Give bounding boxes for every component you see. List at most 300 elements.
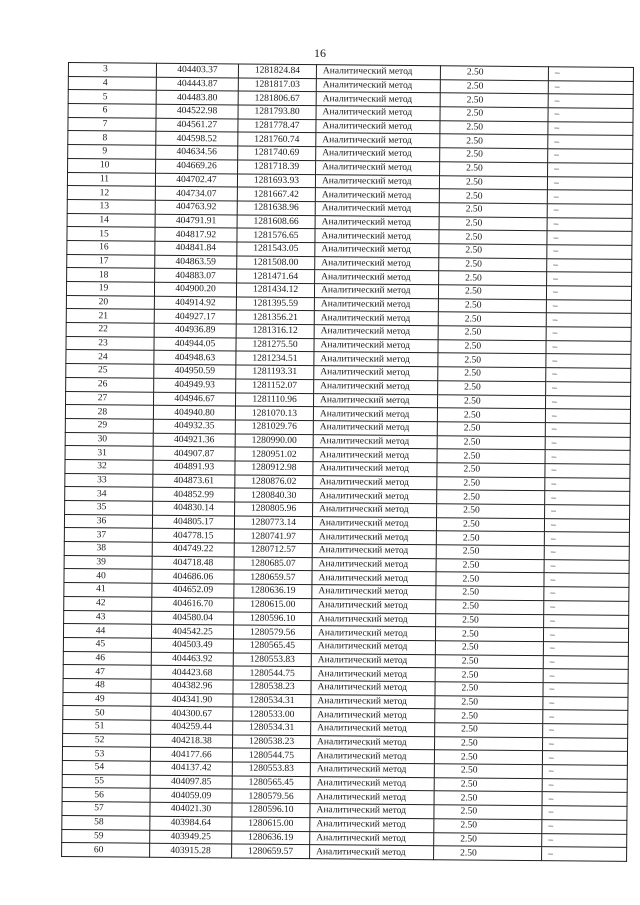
cell-point-number: 33 (65, 473, 153, 487)
cell-accuracy: 2.50 (436, 545, 544, 560)
cell-extra: – (543, 655, 628, 669)
cell-method: Аналитический метод (316, 133, 440, 148)
cell-point-number: 51 (63, 719, 151, 733)
cell-extra: – (544, 532, 629, 546)
cell-method: Аналитический метод (312, 598, 436, 613)
cell-extra: – (546, 313, 631, 327)
cell-extra: – (548, 94, 633, 108)
cell-y-coordinate: 1281817.03 (238, 78, 316, 92)
cell-x-coordinate: 404300.67 (151, 707, 233, 721)
cell-accuracy: 2.50 (438, 326, 546, 341)
cell-point-number: 42 (64, 596, 152, 610)
cell-method: Аналитический метод (312, 516, 436, 531)
cell-accuracy: 2.50 (434, 805, 542, 820)
cell-y-coordinate: 1281543.05 (237, 242, 315, 256)
cell-point-number: 12 (67, 186, 155, 200)
cell-x-coordinate: 404949.93 (154, 378, 236, 392)
cell-extra: – (546, 340, 631, 354)
cell-extra: – (542, 751, 627, 765)
cell-extra: – (547, 204, 632, 218)
cell-point-number: 19 (66, 281, 154, 295)
cell-extra: – (543, 683, 628, 697)
cell-point-number: 26 (66, 377, 154, 391)
cell-method: Аналитический метод (310, 776, 434, 791)
cell-y-coordinate: 1281638.96 (237, 201, 315, 215)
cell-extra: – (544, 614, 629, 628)
cell-method: Аналитический метод (310, 831, 434, 846)
cell-method: Аналитический метод (313, 462, 437, 477)
cell-accuracy: 2.50 (436, 586, 544, 601)
cell-method: Аналитический метод (311, 708, 435, 723)
cell-extra: – (542, 833, 627, 847)
cell-x-coordinate: 404778.15 (152, 529, 234, 543)
cell-point-number: 5 (68, 90, 156, 104)
cell-method: Аналитический метод (315, 229, 439, 244)
cell-y-coordinate: 1280659.57 (232, 844, 310, 858)
cell-point-number: 6 (68, 104, 156, 118)
cell-x-coordinate: 404542.25 (151, 624, 233, 638)
cell-method: Аналитический метод (310, 817, 434, 832)
cell-extra: – (542, 792, 627, 806)
cell-accuracy: 2.50 (439, 175, 547, 190)
cell-y-coordinate: 1280615.00 (234, 598, 312, 612)
cell-y-coordinate: 1280544.75 (232, 748, 310, 762)
cell-extra: – (548, 80, 633, 94)
cell-y-coordinate: 1280596.10 (234, 611, 312, 625)
cell-accuracy: 2.50 (435, 709, 543, 724)
cell-accuracy: 2.50 (437, 463, 545, 478)
cell-method: Аналитический метод (315, 243, 439, 258)
cell-y-coordinate: 1281793.80 (238, 105, 316, 119)
cell-point-number: 31 (65, 446, 153, 460)
cell-point-number: 59 (62, 829, 150, 843)
cell-x-coordinate: 404950.59 (154, 364, 236, 378)
cell-accuracy: 2.50 (434, 750, 542, 765)
cell-accuracy: 2.50 (437, 490, 545, 505)
cell-x-coordinate: 404097.85 (150, 775, 232, 789)
cell-method: Аналитический метод (311, 667, 435, 682)
cell-method: Аналитический метод (313, 448, 437, 463)
cell-y-coordinate: 1281806.67 (238, 91, 316, 105)
cell-extra: – (542, 778, 627, 792)
cell-point-number: 30 (65, 432, 153, 446)
cell-accuracy: 2.50 (434, 764, 542, 779)
cell-x-coordinate: 404817.92 (155, 228, 237, 242)
cell-point-number: 44 (63, 624, 151, 638)
cell-x-coordinate: 404944.05 (154, 337, 236, 351)
cell-extra: – (547, 176, 632, 190)
cell-accuracy: 2.50 (435, 627, 543, 642)
cell-point-number: 36 (64, 514, 152, 528)
cell-method: Аналитический метод (314, 338, 438, 353)
cell-point-number: 45 (63, 637, 151, 651)
cell-x-coordinate: 404403.37 (156, 63, 238, 77)
cell-point-number: 21 (66, 309, 154, 323)
cell-x-coordinate: 404616.70 (152, 597, 234, 611)
cell-point-number: 49 (63, 692, 151, 706)
cell-method: Аналитический метод (313, 421, 437, 436)
cell-extra: – (544, 559, 629, 573)
cell-point-number: 25 (66, 364, 154, 378)
cell-y-coordinate: 1280533.00 (233, 707, 311, 721)
cell-y-coordinate: 1280544.75 (233, 666, 311, 680)
cell-x-coordinate: 404382.96 (151, 679, 233, 693)
cell-extra: – (545, 477, 630, 491)
cell-y-coordinate: 1281356.21 (236, 310, 314, 324)
cell-y-coordinate: 1280741.97 (234, 529, 312, 543)
cell-point-number: 47 (63, 665, 151, 679)
cell-y-coordinate: 1281152.07 (236, 379, 314, 393)
cell-y-coordinate: 1280840.30 (235, 488, 313, 502)
cell-point-number: 22 (66, 323, 154, 337)
cell-method: Аналитический метод (315, 215, 439, 230)
cell-extra: – (547, 217, 632, 231)
cell-y-coordinate: 1281110.96 (236, 392, 314, 406)
cell-y-coordinate: 1281070.13 (235, 406, 313, 420)
cell-extra: – (543, 724, 628, 738)
cell-method: Аналитический метод (314, 325, 438, 340)
cell-x-coordinate: 404891.93 (153, 460, 235, 474)
cell-accuracy: 2.50 (435, 641, 543, 656)
cell-y-coordinate: 1280805.96 (235, 502, 313, 516)
cell-method: Аналитический метод (312, 571, 436, 586)
cell-accuracy: 2.50 (439, 257, 547, 272)
cell-y-coordinate: 1280534.31 (233, 721, 311, 735)
cell-extra: – (547, 258, 632, 272)
cell-point-number: 37 (64, 528, 152, 542)
cell-x-coordinate: 404259.44 (151, 720, 233, 734)
cell-accuracy: 2.50 (435, 668, 543, 683)
cell-y-coordinate: 1280636.19 (234, 584, 312, 598)
cell-y-coordinate: 1281667.42 (237, 187, 315, 201)
cell-accuracy: 2.50 (436, 613, 544, 628)
cell-extra: – (545, 450, 630, 464)
cell-y-coordinate: 1281824.84 (238, 64, 316, 78)
cell-x-coordinate: 404914.92 (154, 296, 236, 310)
cell-x-coordinate: 404805.17 (152, 515, 234, 529)
cell-extra: – (546, 327, 631, 341)
cell-extra: – (543, 628, 628, 642)
cell-y-coordinate: 1280659.57 (234, 570, 312, 584)
cell-method: Аналитический метод (313, 475, 437, 490)
cell-y-coordinate: 1281395.59 (236, 297, 314, 311)
cell-accuracy: 2.50 (434, 791, 542, 806)
cell-point-number: 9 (68, 145, 156, 159)
cell-point-number: 13 (67, 199, 155, 213)
cell-method: Аналитический метод (314, 379, 438, 394)
cell-accuracy: 2.50 (436, 558, 544, 573)
cell-point-number: 32 (65, 459, 153, 473)
cell-y-coordinate: 1281740.69 (238, 146, 316, 160)
cell-x-coordinate: 403915.28 (150, 843, 232, 857)
cell-x-coordinate: 404763.92 (155, 200, 237, 214)
cell-x-coordinate: 404900.20 (154, 282, 236, 296)
cell-x-coordinate: 404883.07 (155, 269, 237, 283)
cell-extra: – (544, 546, 629, 560)
cell-x-coordinate: 404669.26 (156, 159, 238, 173)
cell-extra: – (542, 819, 627, 833)
cell-x-coordinate: 404921.36 (153, 433, 235, 447)
cell-method: Аналитический метод (316, 106, 440, 121)
cell-accuracy: 2.50 (437, 408, 545, 423)
cell-extra: – (546, 381, 631, 395)
cell-extra: – (545, 423, 630, 437)
cell-point-number: 54 (62, 761, 150, 775)
cell-point-number: 50 (63, 706, 151, 720)
cell-y-coordinate: 1280534.31 (233, 694, 311, 708)
cell-y-coordinate: 1280538.23 (233, 735, 311, 749)
cell-y-coordinate: 1281718.39 (238, 160, 316, 174)
cell-point-number: 4 (68, 76, 156, 90)
coordinates-sheet (61, 62, 633, 862)
cell-method: Аналитический метод (313, 489, 437, 504)
cell-method: Аналитический метод (311, 626, 435, 641)
cell-extra: – (544, 573, 629, 587)
cell-x-coordinate: 404652.09 (152, 583, 234, 597)
cell-y-coordinate: 1281234.51 (236, 351, 314, 365)
cell-y-coordinate: 1280565.45 (232, 776, 310, 790)
cell-accuracy: 2.50 (437, 504, 545, 519)
cell-point-number: 14 (67, 213, 155, 227)
cell-extra: – (545, 436, 630, 450)
cell-point-number: 17 (67, 254, 155, 268)
cell-extra: – (544, 518, 629, 532)
cell-accuracy: 2.50 (439, 244, 547, 259)
cell-x-coordinate: 404522.98 (156, 104, 238, 118)
cell-method: Аналитический метод (312, 557, 436, 572)
cell-x-coordinate: 404936.89 (154, 323, 236, 337)
cell-y-coordinate: 1281608.66 (237, 215, 315, 229)
cell-accuracy: 2.50 (436, 600, 544, 615)
cell-accuracy: 2.50 (438, 381, 546, 396)
cell-accuracy: 2.50 (435, 723, 543, 738)
cell-y-coordinate: 1280636.19 (232, 830, 310, 844)
cell-method: Аналитический метод (311, 735, 435, 750)
cell-x-coordinate: 404863.59 (155, 255, 237, 269)
cell-accuracy: 2.50 (439, 271, 547, 286)
cell-method: Аналитический метод (316, 78, 440, 93)
cell-y-coordinate: 1280951.02 (235, 447, 313, 461)
cell-method: Аналитический метод (316, 147, 440, 162)
cell-accuracy: 2.50 (440, 107, 548, 122)
cell-extra: – (544, 600, 629, 614)
cell-method: Аналитический метод (315, 188, 439, 203)
cell-method: Аналитический метод (313, 434, 437, 449)
cell-point-number: 53 (62, 747, 150, 761)
cell-x-coordinate: 404443.87 (156, 77, 238, 91)
cell-method: Аналитический метод (310, 845, 434, 860)
cell-y-coordinate: 1280553.83 (232, 762, 310, 776)
cell-y-coordinate: 1281471.64 (237, 269, 315, 283)
cell-method: Аналитический метод (316, 65, 440, 80)
cell-point-number: 8 (68, 131, 156, 145)
cell-x-coordinate: 404137.42 (150, 761, 232, 775)
cell-x-coordinate: 403949.25 (150, 830, 232, 844)
cell-extra: – (546, 286, 631, 300)
cell-method: Аналитический метод (315, 270, 439, 285)
cell-extra: – (546, 299, 631, 313)
cell-accuracy: 2.50 (437, 394, 545, 409)
cell-extra: – (548, 135, 633, 149)
cell-y-coordinate: 1280565.45 (233, 639, 311, 653)
cell-y-coordinate: 1281576.65 (237, 228, 315, 242)
coordinates-table-body (62, 63, 634, 862)
cell-method: Аналитический метод (316, 92, 440, 107)
cell-y-coordinate: 1280615.00 (232, 817, 310, 831)
cell-accuracy: 2.50 (434, 777, 542, 792)
cell-accuracy: 2.50 (438, 339, 546, 354)
cell-accuracy: 2.50 (435, 736, 543, 751)
cell-method: Аналитический метод (312, 544, 436, 559)
cell-x-coordinate: 404791.91 (155, 214, 237, 228)
cell-x-coordinate: 404423.68 (151, 665, 233, 679)
cell-accuracy: 2.50 (434, 832, 542, 847)
cell-accuracy: 2.50 (440, 162, 548, 177)
cell-x-coordinate: 404940.80 (153, 405, 235, 419)
page-number: 16 (314, 46, 326, 60)
cell-y-coordinate: 1280773.14 (234, 516, 312, 530)
cell-accuracy: 2.50 (440, 66, 548, 81)
cell-x-coordinate: 404718.48 (152, 556, 234, 570)
cell-method: Аналитический метод (311, 694, 435, 709)
cell-method: Аналитический метод (313, 407, 437, 422)
cell-x-coordinate: 404946.67 (154, 392, 236, 406)
cell-method: Аналитический метод (314, 284, 438, 299)
cell-accuracy: 2.50 (440, 79, 548, 94)
cell-y-coordinate: 1280579.56 (232, 789, 310, 803)
cell-method: Аналитический метод (312, 530, 436, 545)
cell-extra: – (542, 765, 627, 779)
cell-point-number: 28 (65, 405, 153, 419)
cell-accuracy: 2.50 (435, 654, 543, 669)
cell-y-coordinate: 1281760.74 (238, 132, 316, 146)
cell-point-number: 39 (64, 555, 152, 569)
cell-accuracy: 2.50 (436, 517, 544, 532)
cell-extra: – (543, 710, 628, 724)
cell-x-coordinate: 404021.30 (150, 802, 232, 816)
cell-extra: – (545, 395, 630, 409)
cell-x-coordinate: 404483.80 (156, 91, 238, 105)
cell-point-number: 60 (62, 843, 150, 857)
cell-extra: – (547, 231, 632, 245)
cell-x-coordinate: 404598.52 (156, 132, 238, 146)
cell-accuracy: 2.50 (438, 285, 546, 300)
cell-extra: – (544, 587, 629, 601)
cell-x-coordinate: 404932.35 (153, 419, 235, 433)
cell-accuracy: 2.50 (438, 312, 546, 327)
cell-x-coordinate: 404702.47 (155, 173, 237, 187)
cell-x-coordinate: 404341.90 (151, 693, 233, 707)
cell-accuracy: 2.50 (440, 148, 548, 163)
cell-x-coordinate: 404948.63 (154, 351, 236, 365)
cell-point-number: 46 (63, 651, 151, 665)
cell-point-number: 56 (62, 788, 150, 802)
cell-extra: – (545, 409, 630, 423)
cell-extra: – (542, 806, 627, 820)
cell-point-number: 43 (64, 610, 152, 624)
cell-point-number: 38 (64, 542, 152, 556)
cell-accuracy: 2.50 (440, 120, 548, 135)
cell-method: Аналитический метод (316, 119, 440, 134)
cell-point-number: 27 (66, 391, 154, 405)
cell-accuracy: 2.50 (439, 203, 547, 218)
cell-point-number: 3 (68, 63, 156, 77)
cell-method: Аналитический метод (315, 174, 439, 189)
cell-point-number: 48 (63, 678, 151, 692)
cell-accuracy: 2.50 (440, 93, 548, 108)
cell-extra: – (548, 121, 633, 135)
cell-method: Аналитический метод (311, 722, 435, 737)
cell-extra: – (548, 149, 633, 163)
cell-extra: – (548, 108, 633, 122)
cell-extra: – (548, 163, 633, 177)
cell-y-coordinate: 1281316.12 (236, 324, 314, 338)
cell-accuracy: 2.50 (438, 298, 546, 313)
cell-method: Аналитический метод (312, 612, 436, 627)
cell-method: Аналитический метод (310, 749, 434, 764)
cell-extra: – (545, 505, 630, 519)
cell-x-coordinate: 404734.07 (155, 186, 237, 200)
cell-method: Аналитический метод (315, 256, 439, 271)
cell-method: Аналитический метод (314, 297, 438, 312)
cell-x-coordinate: 404927.17 (154, 310, 236, 324)
cell-accuracy: 2.50 (438, 353, 546, 368)
cell-extra: – (548, 67, 633, 81)
cell-point-number: 58 (62, 815, 150, 829)
cell-extra: – (547, 272, 632, 286)
cell-method: Аналитический метод (313, 503, 437, 518)
coordinates-table (61, 62, 634, 862)
cell-x-coordinate: 404841.84 (155, 241, 237, 255)
cell-x-coordinate: 404686.06 (152, 570, 234, 584)
cell-extra: – (546, 354, 631, 368)
cell-extra: – (547, 245, 632, 259)
cell-y-coordinate: 1280579.56 (233, 625, 311, 639)
cell-accuracy: 2.50 (434, 846, 542, 861)
cell-x-coordinate: 404580.04 (152, 611, 234, 625)
cell-x-coordinate: 404463.92 (151, 652, 233, 666)
cell-accuracy: 2.50 (435, 682, 543, 697)
cell-y-coordinate: 1280553.83 (233, 653, 311, 667)
cell-method: Аналитический метод (311, 681, 435, 696)
cell-x-coordinate: 404634.56 (156, 145, 238, 159)
cell-y-coordinate: 1280712.57 (234, 543, 312, 557)
cell-y-coordinate: 1281434.12 (236, 283, 314, 297)
cell-point-number: 29 (65, 418, 153, 432)
cell-point-number: 10 (68, 158, 156, 172)
cell-method: Аналитический метод (314, 352, 438, 367)
cell-method: Аналитический метод (310, 804, 434, 819)
cell-accuracy: 2.50 (437, 422, 545, 437)
cell-point-number: 23 (66, 336, 154, 350)
cell-point-number: 7 (68, 117, 156, 131)
cell-accuracy: 2.50 (439, 189, 547, 204)
cell-x-coordinate: 403984.64 (150, 816, 232, 830)
cell-accuracy: 2.50 (436, 572, 544, 587)
cell-method: Аналитический метод (316, 160, 440, 175)
cell-y-coordinate: 1280912.98 (235, 461, 313, 475)
cell-x-coordinate: 404749.22 (152, 542, 234, 556)
cell-y-coordinate: 1280876.02 (235, 475, 313, 489)
cell-accuracy: 2.50 (434, 819, 542, 834)
cell-method: Аналитический метод (314, 393, 438, 408)
cell-point-number: 52 (63, 733, 151, 747)
cell-x-coordinate: 404873.61 (153, 474, 235, 488)
cell-point-number: 40 (64, 569, 152, 583)
cell-method: Аналитический метод (310, 763, 434, 778)
cell-point-number: 55 (62, 774, 150, 788)
cell-x-coordinate: 404177.66 (150, 748, 232, 762)
